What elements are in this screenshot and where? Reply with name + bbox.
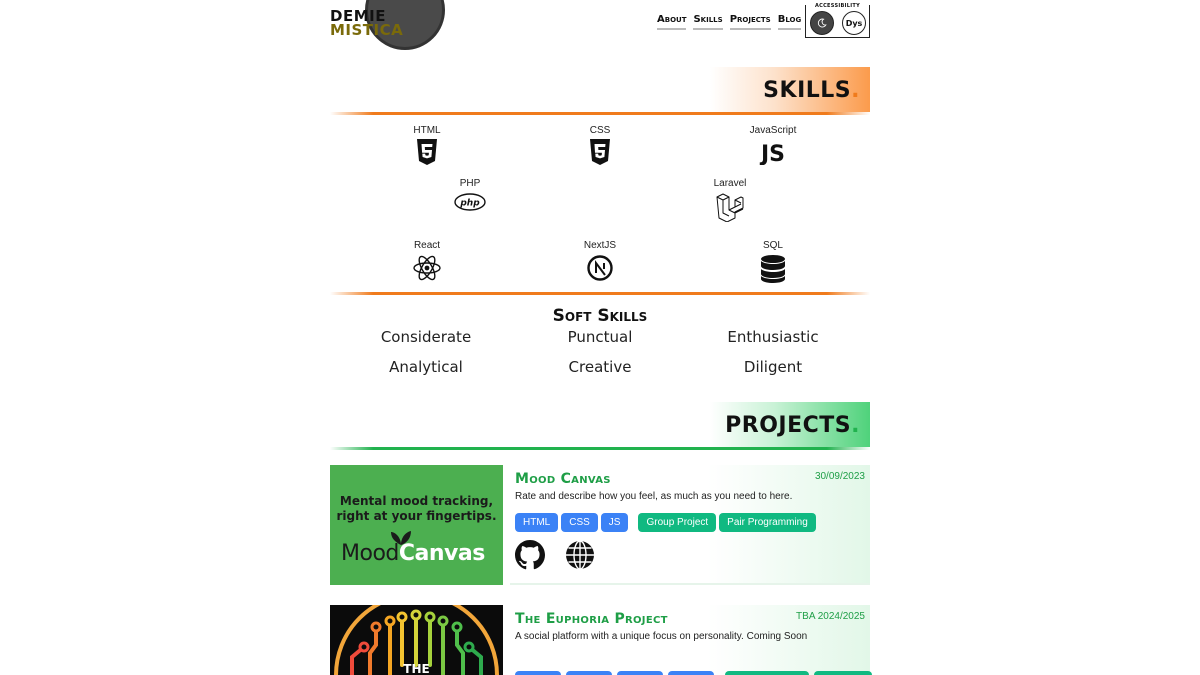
skill-nextjs	[540, 240, 660, 282]
tech-tag: JS	[601, 513, 629, 532]
soft-skill: Analytical	[389, 358, 463, 376]
project-title: Mood Canvas	[515, 471, 611, 487]
circuit-logo-icon	[330, 605, 503, 675]
nav-projects[interactable]: Projects	[730, 14, 771, 30]
skills-heading-dot: .	[851, 77, 860, 103]
soft-skills-title: Soft Skills	[552, 306, 648, 326]
tech-tag	[668, 671, 714, 675]
soft-skill: Diligent	[743, 358, 803, 376]
project-links	[515, 540, 595, 570]
project-date: 30/09/2023	[814, 471, 865, 482]
tech-tag	[617, 671, 663, 675]
skills-heading-text: SKILLS	[763, 77, 852, 103]
laravel-icon	[715, 192, 745, 222]
project-body	[510, 465, 870, 585]
globe-icon[interactable]	[565, 540, 595, 570]
thumbnail-tagline-1: Mental mood tracking,	[339, 494, 494, 508]
tech-tag	[515, 671, 561, 675]
skills-divider-bottom	[330, 292, 870, 295]
dyslexia-font-toggle[interactable]	[842, 11, 866, 35]
project-thumbnail	[330, 465, 503, 585]
projects-heading-dot: .	[851, 412, 860, 438]
svg-text:php: php	[460, 198, 480, 209]
skill-label: React	[413, 240, 441, 251]
html5-icon	[416, 139, 438, 165]
project-card-mood-canvas	[330, 465, 870, 585]
projects-divider	[330, 447, 870, 450]
skills-divider-top	[330, 112, 870, 115]
skill-label: HTML	[413, 125, 441, 136]
thumbnail-logo-mood: Mood	[341, 541, 399, 566]
skill-label: NextJS	[583, 240, 617, 251]
skill-html	[367, 125, 487, 165]
skill-label: PHP	[459, 178, 481, 189]
nav-blog[interactable]: Blog	[778, 14, 802, 30]
soft-skill: Enthusiastic	[727, 328, 819, 346]
skill-javascript	[713, 125, 833, 165]
type-tag	[814, 671, 872, 675]
skills-heading	[710, 67, 870, 113]
soft-skill: Considerate	[380, 328, 472, 346]
project-description: Rate and describe how you feel, as much as you need to here.	[515, 491, 793, 502]
accessibility-panel	[805, 5, 870, 38]
project-description: A social platform with a unique focus on personality. Coming Soon	[515, 631, 808, 642]
skill-label: JavaScript	[749, 125, 797, 136]
thumbnail-logo	[341, 541, 485, 566]
type-tag	[725, 671, 809, 675]
skill-sql	[713, 240, 833, 284]
thumbnail-tagline-2: right at your fingertips.	[336, 509, 497, 523]
projects-heading-text: PROJECTS	[725, 412, 852, 438]
soft-skill: Punctual	[567, 328, 633, 346]
type-tag: Group Project	[638, 513, 716, 532]
page	[330, 0, 870, 675]
dark-mode-toggle[interactable]	[810, 11, 834, 35]
css3-icon	[589, 139, 611, 165]
thumbnail-tagline	[330, 494, 503, 524]
skill-label: SQL	[762, 240, 783, 251]
tech-tag: CSS	[561, 513, 598, 532]
skill-php	[410, 178, 530, 212]
php-icon	[454, 192, 486, 212]
svg-text:JS: JS	[760, 142, 786, 165]
site-logo[interactable]	[330, 9, 403, 37]
accessibility-label: ACCESSIBILITY	[806, 3, 869, 9]
database-icon	[759, 254, 787, 284]
github-icon[interactable]	[515, 540, 545, 570]
project-body	[510, 605, 870, 675]
skill-label: Laravel	[713, 178, 747, 189]
project-tags	[515, 671, 872, 675]
tech-tag: HTML	[515, 513, 558, 532]
main-nav	[657, 14, 801, 30]
skill-label: CSS	[589, 125, 611, 136]
project-card-euphoria	[330, 605, 870, 675]
dys-label: Dys	[845, 18, 863, 28]
skill-laravel	[670, 178, 790, 222]
projects-heading	[710, 402, 870, 448]
skill-react	[367, 240, 487, 282]
project-date: TBA 2024/2025	[796, 611, 865, 622]
skill-css	[540, 125, 660, 165]
thumbnail-logo-canvas: Canvas	[398, 541, 485, 566]
project-tags	[515, 513, 816, 532]
thumbnail-text: THE	[403, 662, 430, 675]
logo-line-1: DEMIE	[330, 7, 386, 25]
javascript-icon	[758, 139, 788, 165]
type-tag: Pair Programming	[719, 513, 816, 532]
nav-about[interactable]: About	[657, 14, 686, 30]
nextjs-icon	[586, 254, 614, 282]
tech-tag	[566, 671, 612, 675]
moon-icon	[817, 18, 827, 28]
react-icon	[412, 254, 442, 282]
nav-skills[interactable]: Skills	[693, 14, 722, 30]
logo-line-2: MISTICA	[330, 21, 404, 39]
project-title: The Euphoria Project	[515, 611, 668, 627]
soft-skill: Creative	[568, 358, 632, 376]
project-thumbnail	[330, 605, 503, 675]
